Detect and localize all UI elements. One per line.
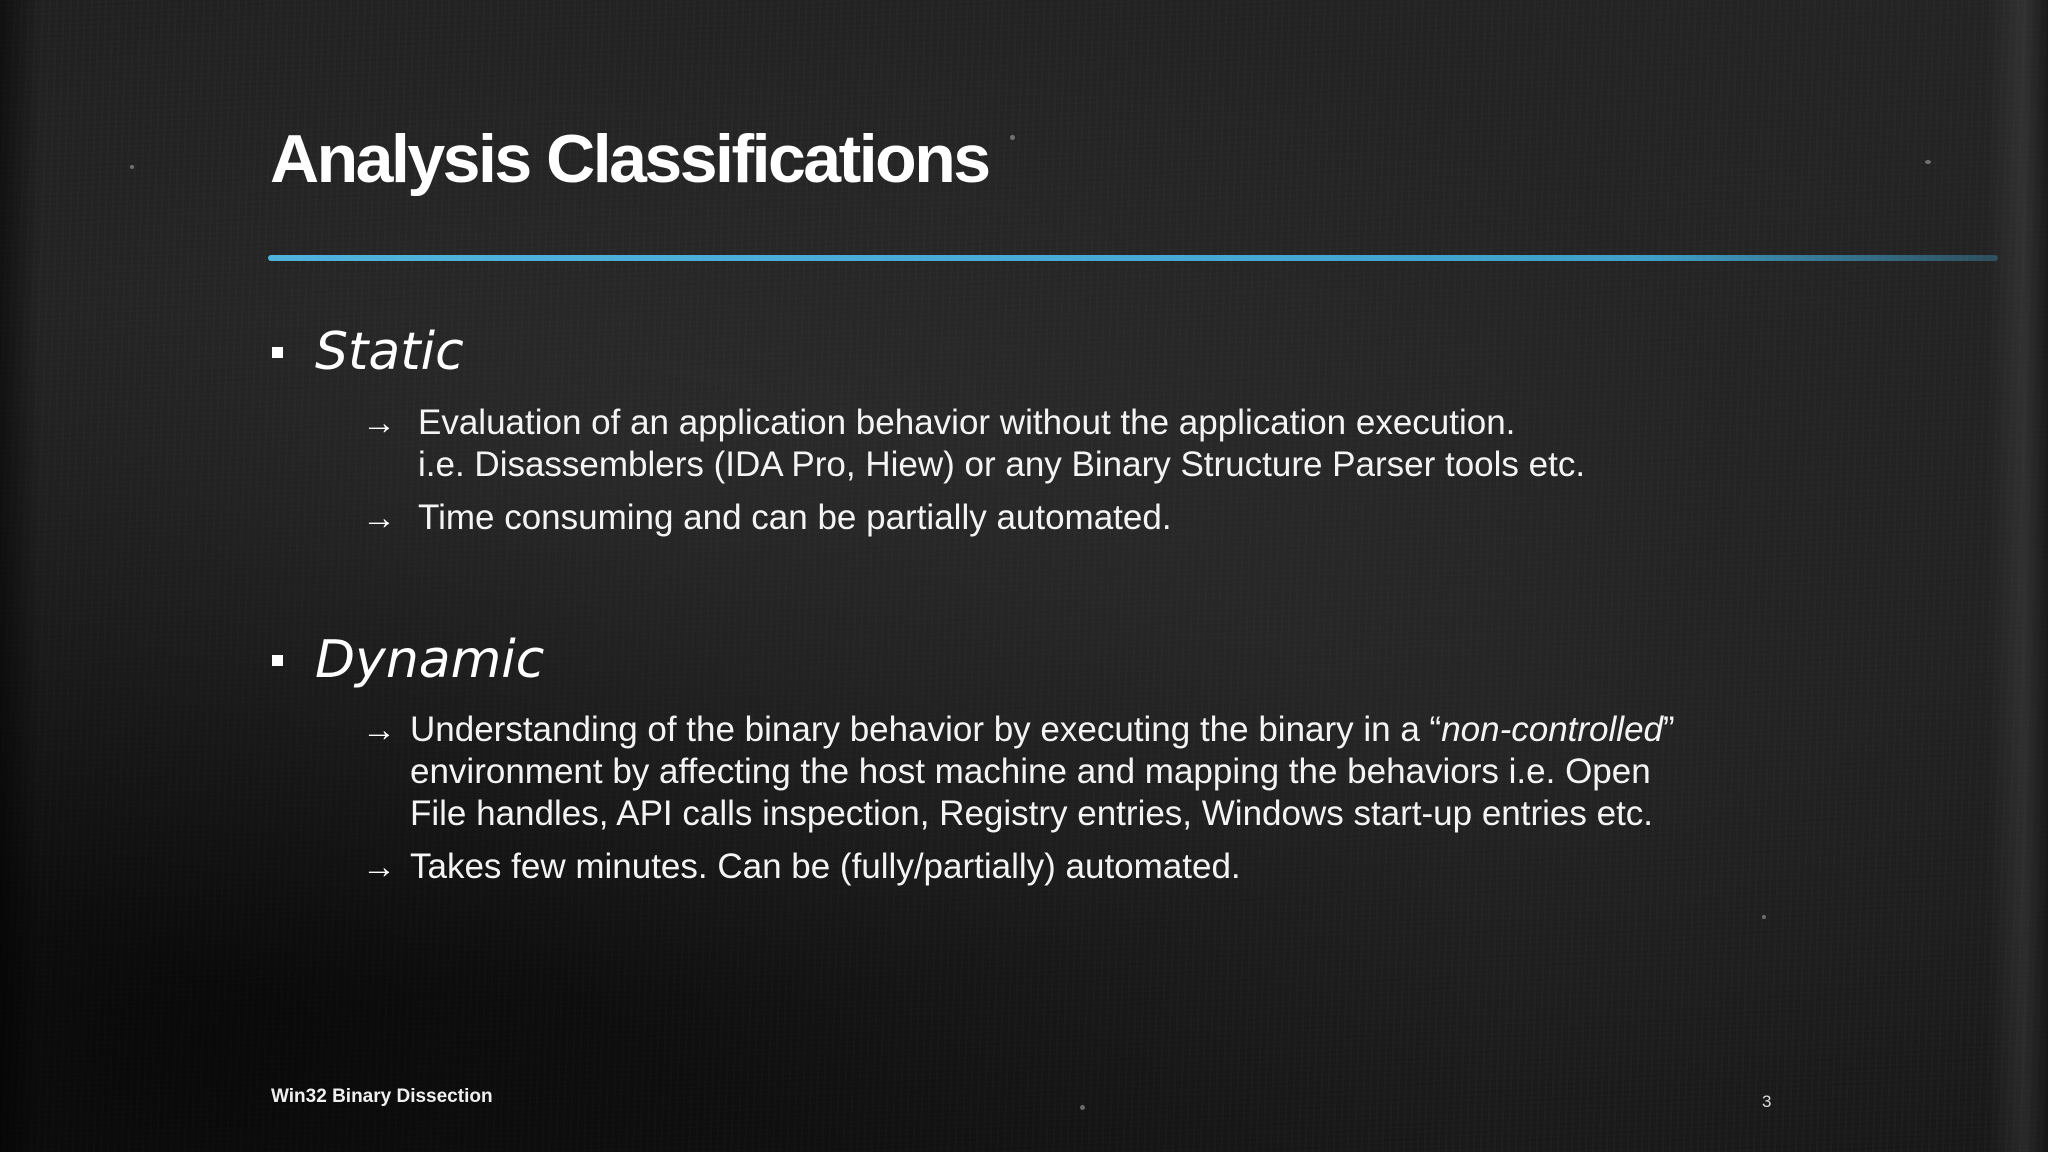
page-number: 3 [1762, 1092, 1772, 1111]
chalk-speck [130, 165, 134, 169]
slide-title: Analysis Classifications [270, 121, 989, 197]
item-text: Takes few minutes. Can be (fully/partially) automated. [410, 847, 1241, 886]
section-heading: Dynamic [315, 630, 545, 690]
section-static [272, 322, 464, 382]
emphasis-text: non-controlled [1441, 710, 1663, 749]
item-text: Evaluation of an application behavior without the application execution. [418, 403, 1516, 442]
arrow-right-icon: → [362, 499, 396, 537]
title-underline [268, 255, 1998, 261]
list-item [362, 497, 1172, 539]
item-text: environment by affecting the host machine and mapping the behaviors i.e. Open [410, 752, 1651, 791]
chalkboard-edge-left [0, 0, 40, 1152]
section-heading: Static [315, 322, 464, 382]
section-dynamic [272, 630, 544, 690]
item-text: File handles, API calls inspection, Registry entries, Windows start-up entries etc. [410, 794, 1654, 833]
arrow-right-icon: → [362, 848, 396, 886]
chalk-speck [1080, 1105, 1085, 1110]
footer-text: Win32 Binary Dissection [271, 1086, 493, 1107]
list-item [362, 846, 1241, 888]
chalk-speck [1010, 135, 1015, 140]
square-bullet-icon [272, 655, 283, 666]
list-item [362, 402, 1585, 486]
arrow-right-icon: → [362, 711, 396, 749]
arrow-right-icon: → [362, 404, 396, 442]
list-item [362, 709, 1675, 835]
square-bullet-icon [272, 347, 283, 358]
item-text: Understanding of the binary behavior by executing the binary in a “non-controlled” [410, 710, 1675, 749]
chalkboard-edge-right [1988, 0, 2048, 1152]
item-text: Time consuming and can be partially automated. [418, 498, 1172, 537]
item-text: i.e. Disassemblers (IDA Pro, Hiew) or any Binary Structure Parser tools etc. [418, 445, 1586, 484]
chalk-speck [1762, 915, 1766, 919]
chalk-speck [1925, 160, 1931, 164]
